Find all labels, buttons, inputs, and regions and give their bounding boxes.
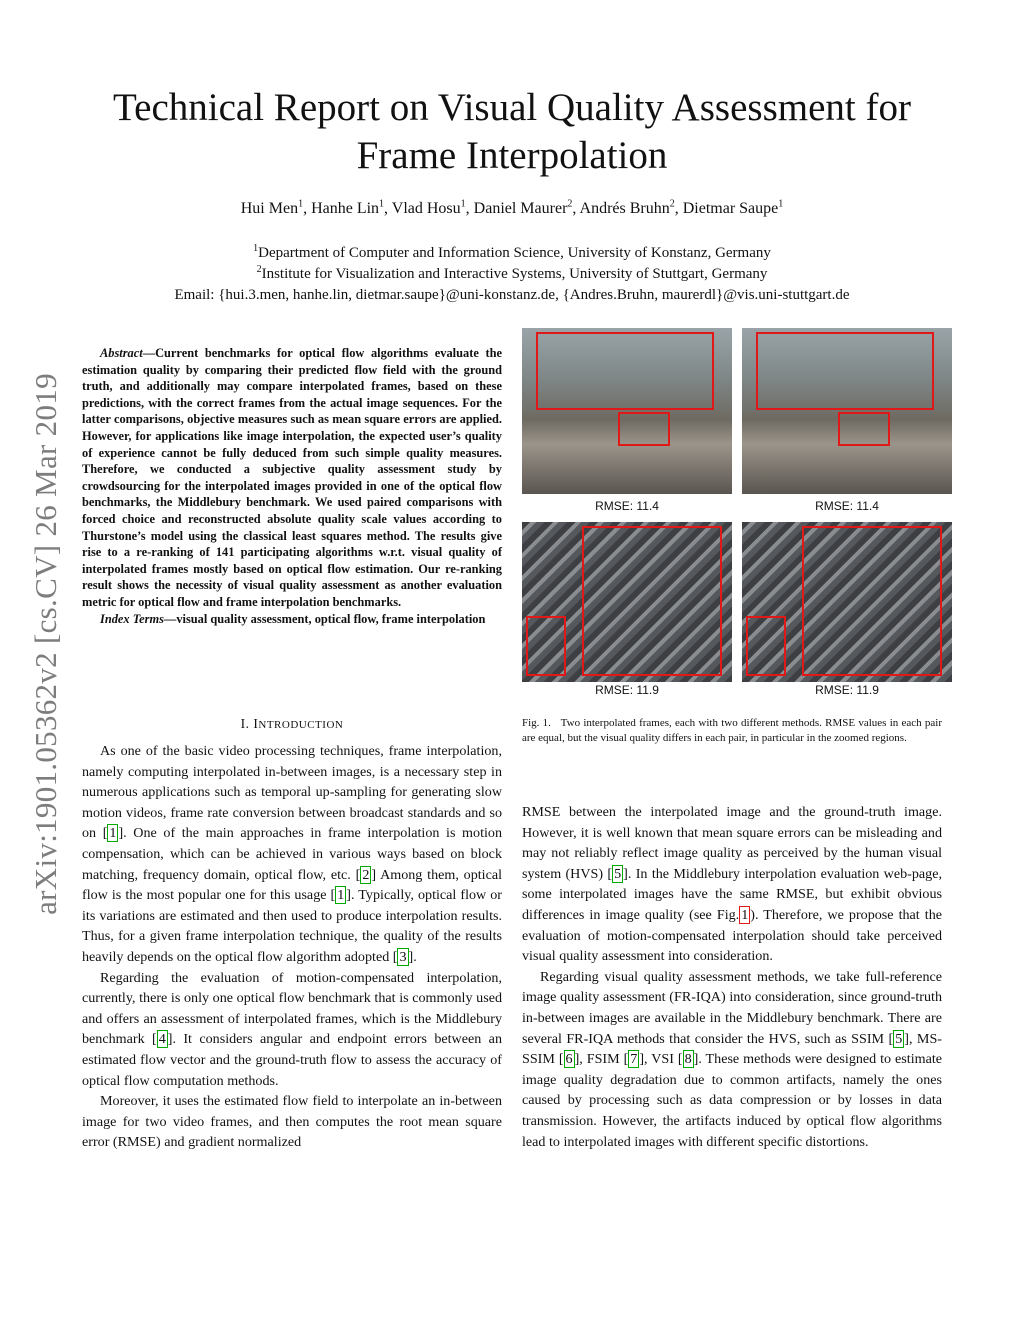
affiliation-2: $^2$Institute for Visualization and Interactive Systems, University of Stuttgart, Germany [256, 264, 768, 282]
author: Dietmar Saupe$^1$ [682, 198, 784, 217]
zoom-source-box [526, 616, 566, 676]
citation-link[interactable]: 1 [337, 887, 345, 904]
citation-link[interactable]: 5 [614, 865, 622, 882]
intro-paragraph-2: Regarding the evaluation of motion-compensated interpolation, currently, there is only one optical flow benchmark that is commonly used and offers an assessment of interpolated frames, which is the Middlebury benchmark [ 4 ]. It considers angular and endpoint errors between an estimated flow vector and the ground-truth flow to assess the accuracy of optical flow computation methods. [82, 969, 502, 1089]
intro-paragraph-1: As one of the basic video processing techniques, frame interpolation, namely computing interpolated in-between images, is a necessary step in numerous applications such as temporal up-sampling for generating slow motion videos, frame rate conversion between broadcast standards and so on [ 1 ]. One of the main approaches in frame interpolation is motion compensation, which can be achieved in various ways based on block matching, frequency domain, optical flow, etc. [ 2 ] Among them, optical flow is the most popular one for this usage [ 1 ]. Typically, optical flow or its variations are estimated and then used to produce interpolation results. Thus, for a given frame interpolation technique, the quality of the results heavily depends on the optical flow algorithm adopted [ 3 ]. [82, 743, 502, 965]
figure-image-building-method-a [522, 522, 732, 682]
figure-link[interactable]: 1 [741, 906, 749, 923]
index-terms-label: Index Terms [100, 611, 164, 626]
author: Hanhe Lin$^1$, [311, 198, 392, 217]
intro-paragraph-3: Moreover, it uses the estimated flow field to interpolate an in-between image for two video frames, and then computes the root mean square error (RMSE) and gradient normalized [82, 1093, 502, 1151]
figure-image-car-method-a [522, 328, 732, 494]
author: Andrés Bruhn$^2$, [579, 198, 683, 217]
citation-link[interactable]: 4 [158, 1031, 166, 1048]
author: Vlad Hosu$^1$, [391, 198, 474, 217]
author: Daniel Maurer$^2$, [473, 198, 580, 217]
citation-link[interactable]: 7 [630, 1051, 638, 1068]
right-paragraph-1: RMSE between the interpolated image and the ground-truth image. However, it is well known that mean square errors can be misleading and may not reliably reflect image quality as perceived by the human visual system (HVS) [ 5 ]. In the Middlebury interpolation evaluation web-page, some interpolated images have the same RMSE, but exhibit obvious differences in image quality (see Fig. 1 ). Therefore, we propose that the evaluation of motion-compensated interpolation should take perceived visual quality assessment into consideration. [522, 804, 942, 965]
zoom-source-box [838, 412, 890, 446]
email-line: Email: {hui.3.men, hanhe.lin, dietmar.saupe}@uni-konstanz.de, {Andres.Bruhn, maurerdl}@vis.uni-stuttgart.de [174, 287, 850, 303]
citation-link[interactable]: 8 [684, 1051, 692, 1068]
abstract-text: —Current benchmarks for optical flow algorithms evaluate the estimation quality by comparing their predicted flow field with the ground truth, and additionally may compare interpolated frames, based on these predictions, with the correct frames from the actual image sequences. For the latter comparisons, objective measures such as mean square errors are applied. However, for applications like image interpolation, the expected user’s quality of experience cannot be fully deduced from such simple quality measures. Therefore, we conducted a subjective quality assessment study by crowdsourcing for the interpolated images provided in one of the optical flow benchmarks, the Middlebury benchmark. We used paired comparisons with forced choice and reconstructed absolute quality scale values according to Thurstone’s model using the classical least squares method. The results give rise to a re-ranking of 141 participating algorithms w.r.t. visual quality of interpolated frames mostly based on optical flow estimation. Our re-ranking result shows the necessity of visual quality assessment as another evaluation metric for optical flow and frame interpolation benchmarks. [82, 346, 502, 609]
citation-link[interactable]: 1 [109, 825, 117, 842]
citation-link[interactable]: 5 [895, 1030, 903, 1047]
affiliation-1: $^1$Department of Computer and Information Science, University of Konstanz, Germany [253, 243, 771, 261]
abstract [82, 345, 502, 627]
title-line-1: Technical Report on Visual Quality Assessment for [113, 86, 911, 129]
figure-caption [522, 716, 942, 745]
right-paragraph-2: Regarding visual quality assessment methods, we take full-reference image quality assessment (FR-IQA) into consideration, since ground-truth in-between images are available in the Middlebury benchmark. There are several FR-IQA methods that consider the HVS, such as SSIM [ 5 ], MS-SSIM [ 6 ], FSIM [ 7 ], VSI [ 8 ]. These methods were designed to estimate image quality degradation due to common artifacts, namely the ones caused by processing such as data compression or by losses in data transmission. However, the artifacts induced by optical flow algorithms lead to interpolated images with different specific distortions. [522, 968, 942, 1150]
caption-label: Fig. 1. [522, 717, 551, 729]
citation-link[interactable]: 2 [362, 866, 370, 883]
rmse-label: RMSE: 11.9 [595, 683, 659, 697]
rmse-label: RMSE: 11.4 [815, 499, 879, 513]
rmse-label: RMSE: 11.4 [595, 499, 659, 513]
index-terms-text: —visual quality assessment, optical flow, frame interpolation [163, 611, 486, 626]
zoom-region-box [582, 526, 722, 676]
zoom-source-box [746, 616, 786, 676]
zoom-region-box [756, 332, 934, 410]
author-list [60, 200, 964, 218]
citation-link[interactable]: 6 [565, 1051, 573, 1068]
intro-body [82, 741, 502, 1153]
caption-text: Two interpolated frames, each with two different methods. RMSE values in each pair are equal, but the visual quality differs in each pair, in particular in the zoomed regions. [522, 717, 942, 744]
rmse-label: RMSE: 11.9 [815, 683, 879, 697]
zoom-source-box [618, 412, 670, 446]
paper-title [60, 84, 964, 180]
arxiv-identifier: arXiv:1901.05362v2 [cs.CV] 26 Mar 2019 [28, 373, 63, 915]
author: Hui Men$^1$, [240, 198, 312, 217]
zoom-region-box [536, 332, 714, 410]
title-line-2: Frame Interpolation [356, 134, 668, 177]
section-heading-introduction: I. INTRODUCTION [240, 716, 344, 731]
right-column-body [522, 802, 942, 1152]
abstract-label: Abstract [100, 346, 143, 360]
citation-link[interactable]: 3 [399, 948, 407, 965]
figure-image-car-method-b [742, 328, 952, 494]
figure-image-building-method-b [742, 522, 952, 682]
zoom-region-box [802, 526, 942, 676]
